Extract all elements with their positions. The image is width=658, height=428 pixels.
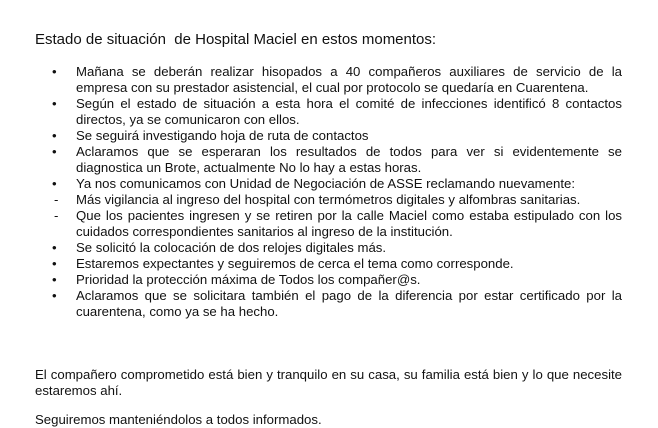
list-item xyxy=(52,208,622,240)
bullet-marker: • xyxy=(52,256,57,271)
document-title: Estado de situación de Hospital Maciel en estos momentos: xyxy=(35,31,437,48)
bullet-marker: • xyxy=(52,96,57,111)
bullet-marker: • xyxy=(52,64,57,79)
list-item-text: Se seguirá investigando hoja de ruta de contactos xyxy=(76,128,369,143)
list-item xyxy=(52,128,622,144)
list-item-text: Aclaramos que se esperaran los resultados de todos para ver si evidentemente se diagnostica un Brote, actualmente No lo hay a estas horas. xyxy=(76,144,622,175)
list-item-text: Estaremos expectantes y seguiremos de cerca el tema como corresponde. xyxy=(76,256,514,271)
bullet-marker: • xyxy=(52,176,57,191)
bullet-marker: • xyxy=(52,144,57,159)
list-item-text: Prioridad la protección máxima de Todos los compañer@s. xyxy=(76,272,421,287)
list-item xyxy=(52,96,622,128)
list-item xyxy=(52,288,622,320)
dash-marker: - xyxy=(54,192,59,207)
body-paragraph: El compañero comprometido está bien y tranquilo en su casa, su familia está bien y lo que necesite estaremos ahí. xyxy=(35,367,622,398)
list-item-text: Que los pacientes ingresen y se retiren por la calle Maciel como estaba estipulado con los cuidados correspondientes sanitarios al ingreso de la institución. xyxy=(76,208,622,239)
bullet-marker: • xyxy=(52,128,57,143)
list-item-text: Aclaramos que se solicitara también el pago de la diferencia por estar certificado por la cuarentena, como ya se ha hecho. xyxy=(76,288,622,319)
bullet-marker: • xyxy=(52,288,57,303)
status-list xyxy=(52,64,622,320)
dash-marker: - xyxy=(54,208,59,223)
list-item-text: Mañana se deberán realizar hisopados a 40 compañeros auxiliares de servicio de la empresa con su prestador asistencial, el cual por protocolo se quedaría en Cuarentena. xyxy=(76,64,622,95)
list-item xyxy=(52,144,622,176)
list-item-text: Según el estado de situación a esta hora el comité de infecciones identificó 8 contactos directos, ya se comunicaron con ellos. xyxy=(76,96,622,127)
bullet-marker: • xyxy=(52,272,57,287)
list-item xyxy=(52,272,622,288)
list-item xyxy=(52,176,622,192)
list-item xyxy=(52,256,622,272)
closing-line: Seguiremos manteniéndolos a todos informados. xyxy=(35,412,322,427)
list-item xyxy=(52,64,622,96)
list-item xyxy=(52,240,622,256)
list-item-text: Más vigilancia al ingreso del hospital con termómetros digitales y alfombras sanitarias. xyxy=(76,192,581,207)
bullet-marker: • xyxy=(52,240,57,255)
list-item xyxy=(52,192,622,208)
list-item-text: Se solicitó la colocación de dos relojes digitales más. xyxy=(76,240,387,255)
list-item-text: Ya nos comunicamos con Unidad de Negociación de ASSE reclamando nuevamente: xyxy=(76,176,575,191)
